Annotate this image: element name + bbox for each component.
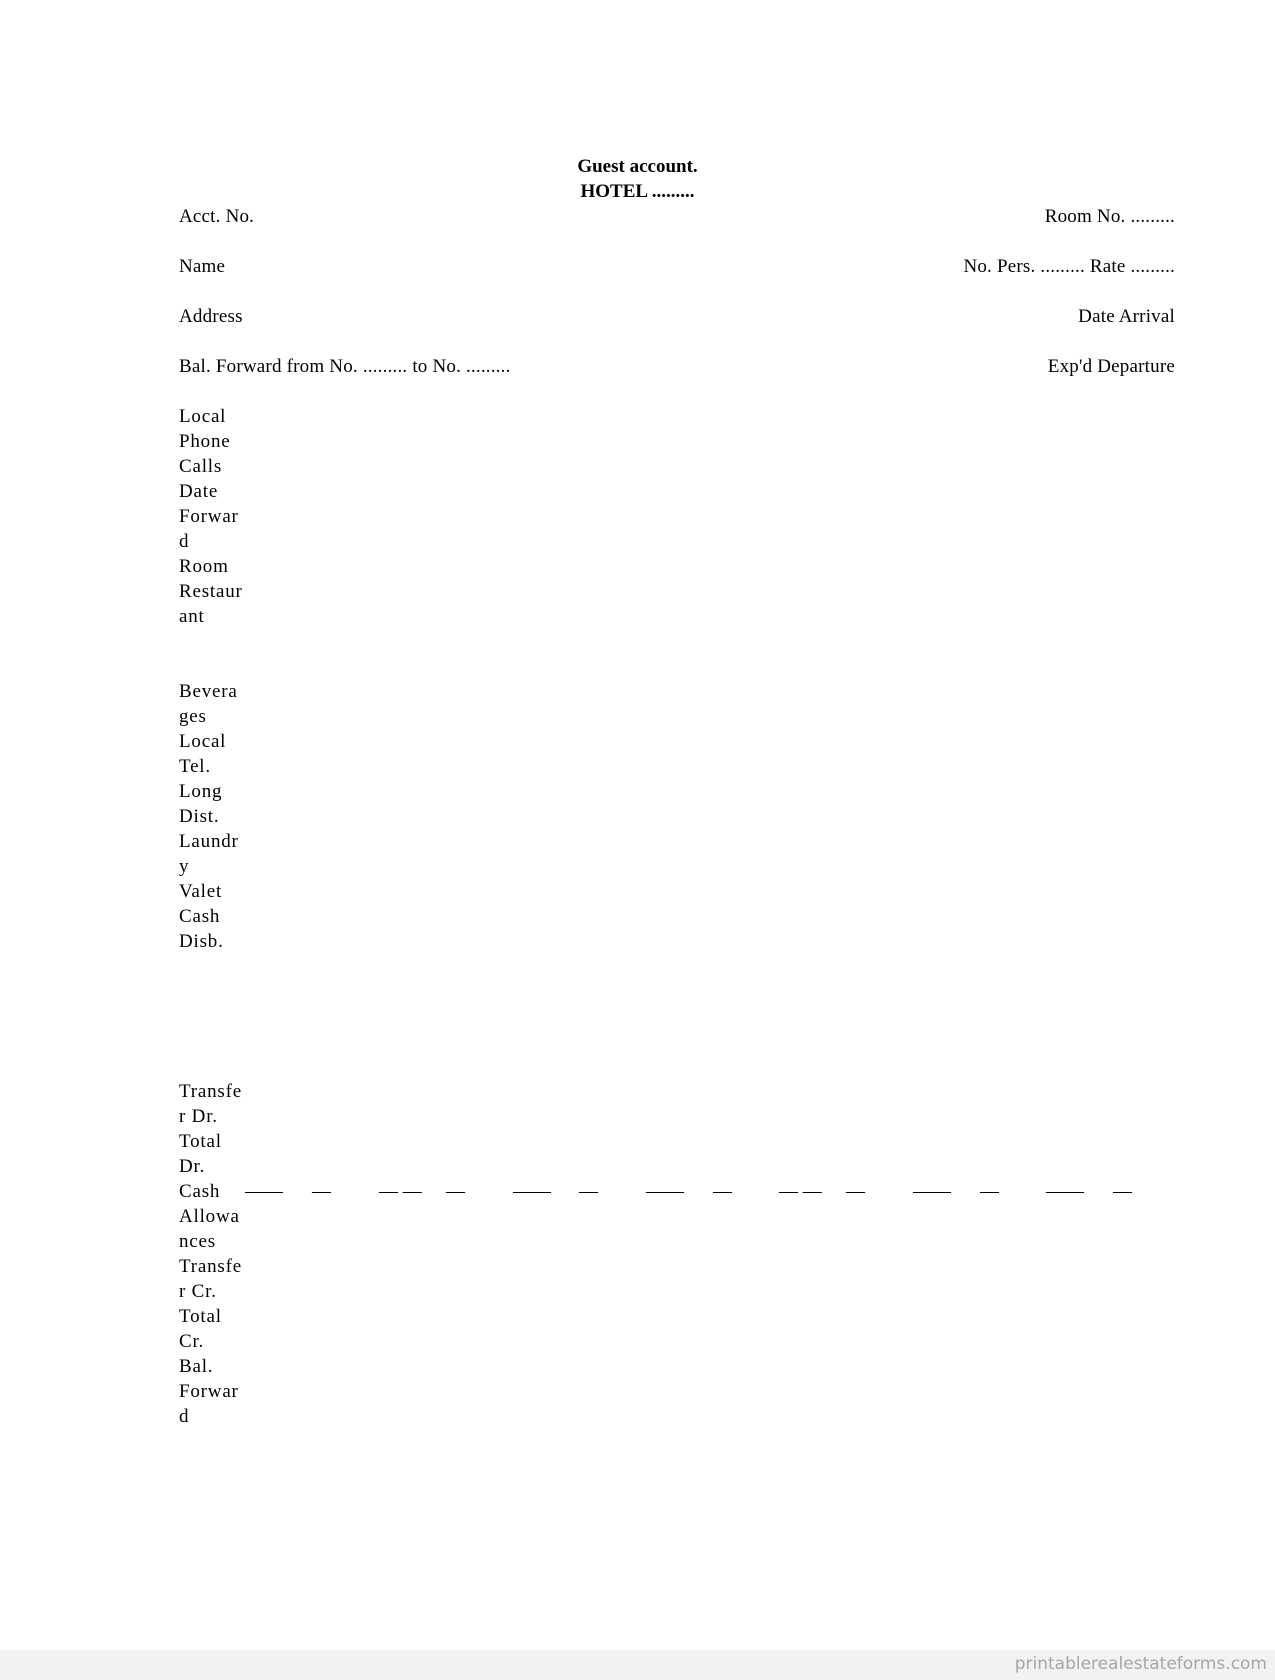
address-label: Address bbox=[179, 306, 243, 327]
column-line: d bbox=[179, 1406, 190, 1427]
column-line: Allowa bbox=[179, 1206, 240, 1227]
column-line: Local bbox=[179, 731, 227, 752]
column-line: Forwar bbox=[179, 1381, 239, 1402]
column-line: Dist. bbox=[179, 806, 220, 827]
charges-column-1 bbox=[179, 404, 243, 629]
column-line: Room bbox=[179, 556, 229, 577]
room-no-label: Room No. ......... bbox=[1044, 206, 1175, 227]
charges-column-2 bbox=[179, 679, 239, 954]
footer-bar bbox=[0, 1650, 1275, 1680]
column-line: Dr. bbox=[179, 1156, 206, 1177]
date-arrival-label: Date Arrival bbox=[1078, 306, 1175, 327]
dash-mark: — bbox=[446, 1181, 465, 1202]
column-line: Laundr bbox=[179, 831, 239, 852]
column-line: Transfe bbox=[179, 1081, 242, 1102]
column-line: ges bbox=[179, 706, 207, 727]
column-line: Restaur bbox=[179, 581, 243, 602]
column-line: Long bbox=[179, 781, 223, 802]
column-line: Cr. bbox=[179, 1331, 205, 1352]
pers-rate-label: No. Pers. ......... Rate ......... bbox=[963, 256, 1175, 277]
column-line: Transfe bbox=[179, 1256, 242, 1277]
dash-mark: — bbox=[312, 1181, 331, 1202]
bal-forward-label: Bal. Forward from No. ......... to No. ......... bbox=[179, 356, 511, 377]
exp-departure-label: Exp'd Departure bbox=[1047, 356, 1175, 377]
acct-no-label: Acct. No. bbox=[179, 206, 255, 227]
charges-column-3 bbox=[179, 1079, 242, 1429]
column-line: Date bbox=[179, 481, 219, 502]
cash-dash-row bbox=[245, 1179, 1145, 1204]
column-line: ant bbox=[179, 606, 205, 627]
column-line: Bevera bbox=[179, 681, 238, 702]
dash-mark: —— bbox=[245, 1181, 283, 1202]
dash-mark: —— bbox=[513, 1181, 551, 1202]
column-line: Calls bbox=[179, 456, 223, 477]
document-title: Guest account. bbox=[577, 156, 698, 177]
column-line: Total bbox=[179, 1131, 222, 1152]
column-line: r Dr. bbox=[179, 1106, 218, 1127]
name-label: Name bbox=[179, 256, 226, 277]
dash-mark: — bbox=[980, 1181, 999, 1202]
dash-mark: — — bbox=[379, 1181, 422, 1202]
column-line: Valet bbox=[179, 881, 223, 902]
column-line: Forwar bbox=[179, 506, 239, 527]
dash-mark: — bbox=[579, 1181, 598, 1202]
column-line: d bbox=[179, 531, 190, 552]
footer-watermark[interactable]: printablerealestateforms.com bbox=[1014, 1654, 1267, 1674]
column-line: Cash bbox=[179, 1181, 221, 1202]
column-line: nces bbox=[179, 1231, 216, 1252]
column-line: Phone bbox=[179, 431, 231, 452]
column-line: Local bbox=[179, 406, 227, 427]
column-line: Bal. bbox=[179, 1356, 214, 1377]
column-line: Cash bbox=[179, 906, 221, 927]
column-line: Tel. bbox=[179, 756, 211, 777]
column-line: Disb. bbox=[179, 931, 224, 952]
hotel-name: HOTEL ......... bbox=[580, 181, 695, 202]
column-line: y bbox=[179, 856, 190, 877]
dash-mark: —— bbox=[913, 1181, 951, 1202]
dash-mark: — bbox=[846, 1181, 865, 1202]
dash-mark: — bbox=[1113, 1181, 1132, 1202]
column-line: r Cr. bbox=[179, 1281, 217, 1302]
dash-mark: — — bbox=[779, 1181, 822, 1202]
dash-mark: —— bbox=[1046, 1181, 1084, 1202]
column-line: Total bbox=[179, 1306, 222, 1327]
dash-mark: — bbox=[713, 1181, 732, 1202]
dash-mark: —— bbox=[646, 1181, 684, 1202]
